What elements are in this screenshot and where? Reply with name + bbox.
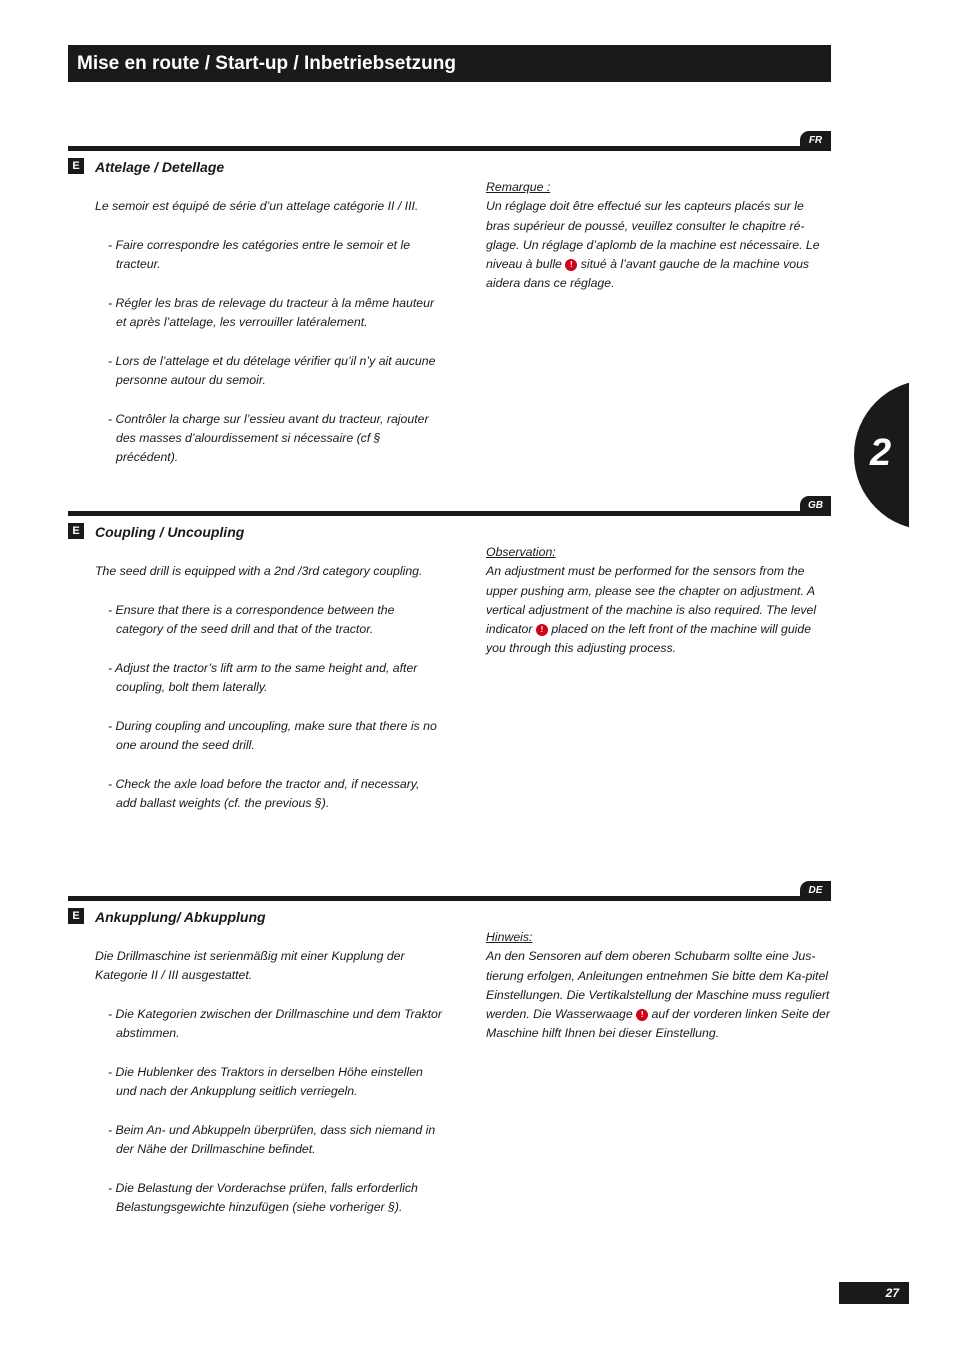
list-item: - Ensure that there is a correspondence between the category of the seed drill and that of the tractor. xyxy=(108,603,395,637)
note-block xyxy=(486,543,831,659)
section-badge: E xyxy=(68,158,84,174)
note-heading: Observation: xyxy=(486,545,556,559)
note-text: An adjustment must be performed for the sensors from the upper pushing arm, please see the chapter on adjustment. A vertical adjustment of the machine is also required. The level indicator xyxy=(486,564,817,637)
list-item: - Adjust the tractor’s lift arm to the same height and, after coupling, bolt them laterally. xyxy=(108,660,418,695)
instruction-list xyxy=(108,601,443,833)
section-badge: E xyxy=(68,908,84,924)
note-text-continued: placed on the left front of the machine will guide you through this adjusting process. xyxy=(486,622,812,656)
list-item: - Contrôler la charge sur l’essieu avant du tracteur, rajouter des masses d’alourdissement si nécessaire (cf § précédent). xyxy=(108,411,429,465)
note-text: An den Sensoren auf dem oberen Schubarm sollte eine Jus-tierung erfolgen, Anleitungen entnehmen Sie bitte dem Ka-pitel Einstellungen. Die Vertikalstellung der Maschine muss reguliert werden. Die Wasserwaage xyxy=(486,949,830,1022)
note-text: Un réglage doit être effectué sur les capteurs placés sur le bras supérieur de poussé, veuillez consulter le chapitre ré-glage. Un réglage d’aplomb de la machine est nécessaire. Le niveau à bulle xyxy=(486,199,820,272)
section-title: Coupling / Uncoupling xyxy=(95,524,245,540)
note-text-continued: auf der vorderen linken Seite der Maschine hilft Ihnen bei dieser Einstellung. xyxy=(486,1007,830,1041)
instruction-list xyxy=(108,236,443,487)
list-item: - Die Hublenker des Traktors in derselben Höhe einstellen und nach der Ankupplung seitlich verriegeln. xyxy=(108,1064,423,1099)
language-tab-fr: FR xyxy=(800,131,831,150)
language-tab-de: DE xyxy=(800,881,831,900)
section-intro: Le semoir est équipé de série d’un attelage catégorie II / III. xyxy=(95,199,419,213)
section-title: Ankupplung/ Abkupplung xyxy=(95,909,266,925)
section-intro: Die Drillmaschine ist serienmäßig mit einer Kupplung der Kategorie II / III ausgestattet. xyxy=(95,949,405,983)
section-divider xyxy=(68,896,831,901)
list-item: - Check the axle load before the tractor and, if necessary, add ballast weights (cf. the previous §). xyxy=(108,776,420,810)
instruction-list xyxy=(108,1005,443,1237)
list-item: - During coupling and uncoupling, make sure that there is no one around the seed drill. xyxy=(108,718,437,753)
section-badge: E xyxy=(68,523,84,539)
note-text-continued: situé à l’avant gauche de la machine vous aidera dans ce réglage. xyxy=(486,257,810,291)
list-item: - Die Kategorien zwischen der Drillmaschine und dem Traktor abstimmen. xyxy=(108,1007,442,1041)
list-item: - Régler les bras de relevage du tracteur à la même hauteur et après l’attelage, les verrouiller latéralement. xyxy=(108,295,435,330)
note-heading: Remarque : xyxy=(486,180,551,194)
chapter-number: 2 xyxy=(870,432,892,474)
page-number: 27 xyxy=(839,1282,909,1304)
list-item: - Lors de l’attelage et du dételage vérifier qu’il n’y ait aucune personne autour du semoir. xyxy=(108,353,436,388)
section-intro: The seed drill is equipped with a 2nd /3rd category coupling. xyxy=(95,564,423,578)
note-block xyxy=(486,178,831,294)
section-divider xyxy=(68,146,831,151)
section-title: Attelage / Detellage xyxy=(95,159,225,175)
list-item: - Die Belastung der Vorderachse prüfen, falls erforderlich Belastungsgewichte hinzufügen (siehe vorheriger §). xyxy=(108,1180,418,1214)
note-block xyxy=(486,928,831,1044)
section-divider xyxy=(68,511,831,516)
list-item: - Faire correspondre les catégories entre le semoir et le tracteur. xyxy=(108,238,411,272)
warning-icon: ! xyxy=(536,624,548,636)
warning-icon: ! xyxy=(565,259,577,271)
page-header: Mise en route / Start-up / Inbetriebsetzung xyxy=(68,45,831,82)
language-tab-gb: GB xyxy=(800,496,831,515)
note-heading: Hinweis: xyxy=(486,930,533,944)
warning-icon: ! xyxy=(636,1009,648,1021)
list-item: - Beim An- und Abkuppeln überprüfen, dass sich niemand in der Nähe der Drillmaschine befindet. xyxy=(108,1122,436,1157)
